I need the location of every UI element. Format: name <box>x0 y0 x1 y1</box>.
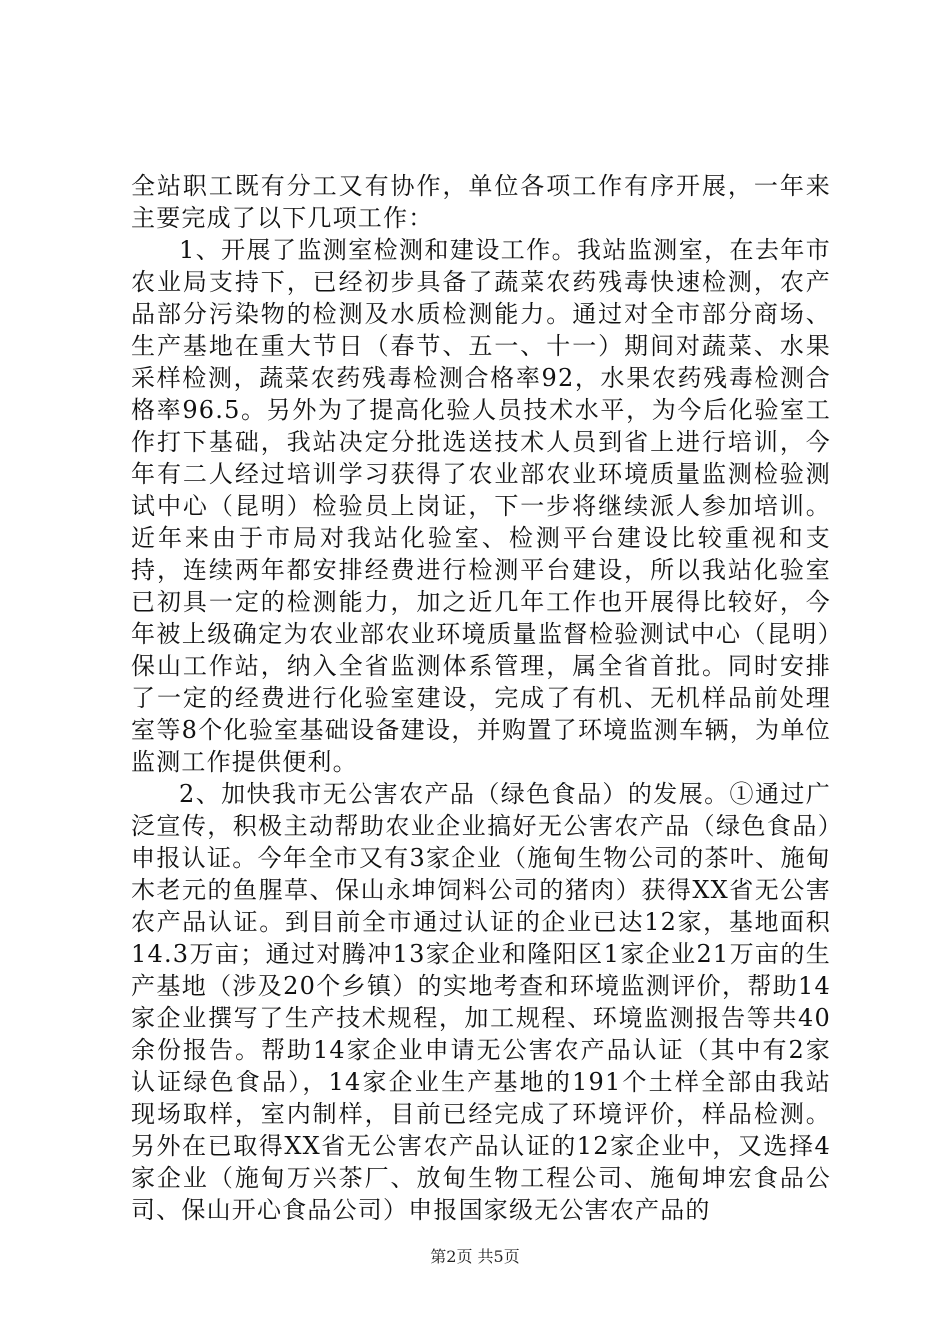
paragraph-item-1: 1、开展了监测室检测和建设工作。我站监测室，在去年市农业局支持下，已经初步具备了蔬菜农药残毒快速检测，农产品部分污染物的检测及水质检测能力。通过对全市部分商场、生产基地在重大节日（春节、五一、十一）期间对蔬菜、水果采样检测，蔬菜农药残毒检测合格率92，水果农药残毒检测合格率96.5。另外为了提高化验人员技术水平，为今后化验室工作打下基础，我站决定分批选送技术人员到省上进行培训，今年有二人经过培训学习获得了农业部农业环境质量监测检验测试中心（昆明）检验员上岗证，下一步将继续派人参加培训。近年来由于市局对我站化验室、检测平台建设比较重视和支持，连续两年都安排经费进行检测平台建设，所以我站化验室已初具一定的检测能力，加之近几年工作也开展得比较好，今年被上级确定为农业部农业环境质量监督检验测试中心（昆明）保山工作站，纳入全省监测体系管理，属全省首批。同时安排了一定的经费进行化验室建设，完成了有机、无机样品前处理室等8个化验室基础设备建设，并购置了环境监测车辆，为单位监测工作提供便利。 <box>131 236 831 776</box>
page-number-footer: 第2页 共5页 <box>430 1247 520 1266</box>
document-body <box>131 170 831 1226</box>
paragraph-item-2: 2、加快我市无公害农产品（绿色食品）的发展。①通过广泛宣传，积极主动帮助农业企业搞好无公害农产品（绿色食品）申报认证。今年全市又有3家企业（施甸生物公司的茶叶、施甸木老元的鱼腥草、保山永坤饲料公司的猪肉）获得XX省无公害农产品认证。到目前全市通过认证的企业已达12家，基地面积14.3万亩；通过对腾冲13家企业和隆阳区1家企业21万亩的生产基地（涉及20个乡镇）的实地考查和环境监测评价，帮助14家企业撰写了生产技术规程，加工规程、环境监测报告等共40余份报告。帮助14家企业申请无公害农产品认证（其中有2家认证绿色食品），14家企业生产基地的191个土样全部由我站现场取样，室内制样，目前已经完成了环境评价，样品检测。另外在已取得XX省无公害农产品认证的12家企业中，又选择4家企业（施甸万兴茶厂、放甸生物工程公司、施甸坤宏食品公司、保山开心食品公司）申报国家级无公害农产品的 <box>131 780 831 1224</box>
paragraph-intro: 全站职工既有分工又有协作，单位各项工作有序开展，一年来主要完成了以下几项工作： <box>131 172 831 232</box>
